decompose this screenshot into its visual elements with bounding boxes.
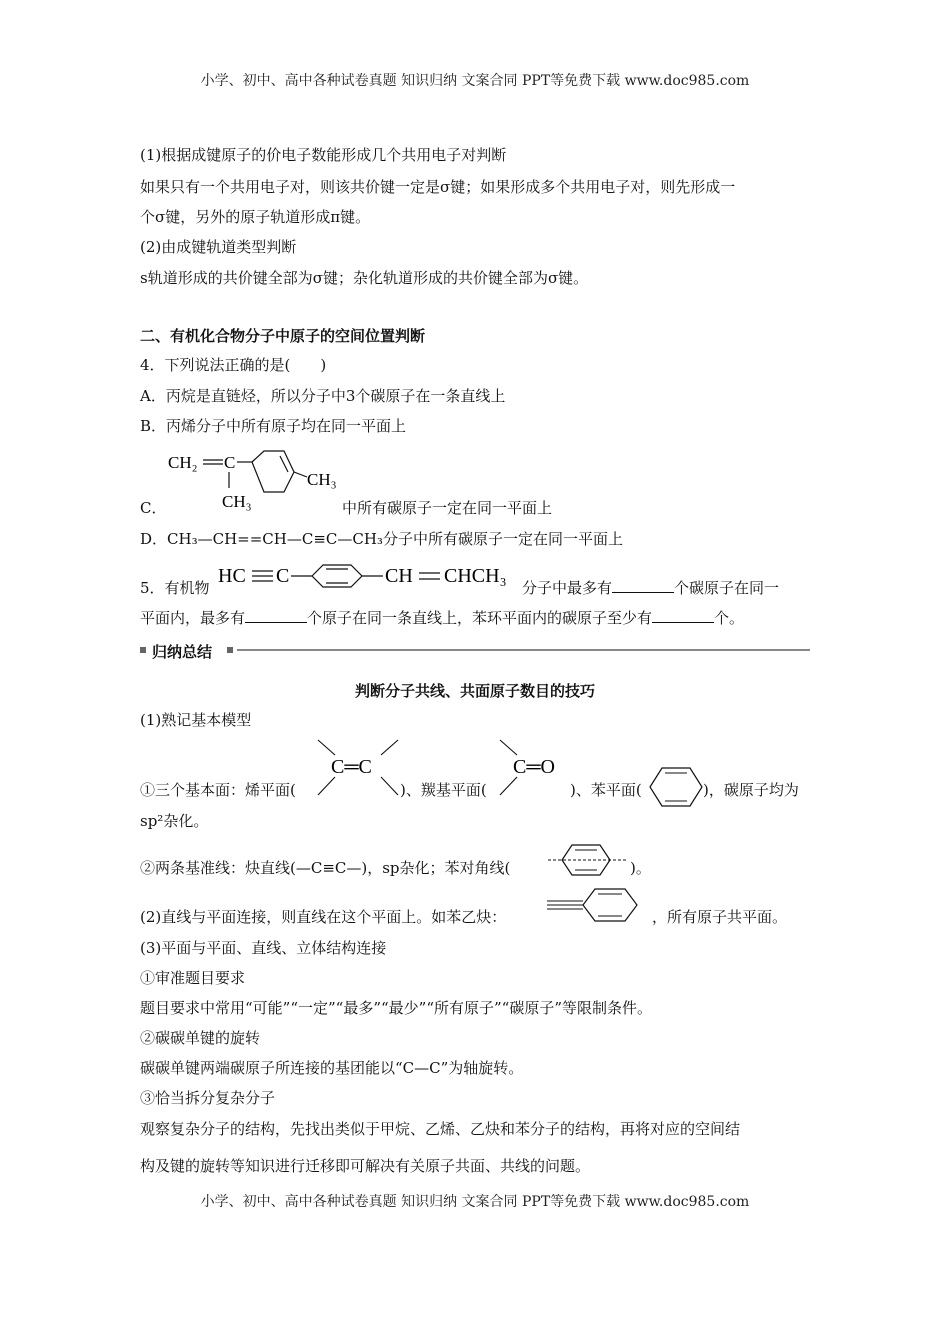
alkene-plane-structure — [313, 735, 403, 800]
answer-blank-2[interactable] — [245, 608, 307, 623]
s3-c-text2: 构及键的旋转等知识进行迁移即可解决有关原子共面、共线的问题。 — [140, 1157, 591, 1175]
q5-prefix: 5．有机物 — [140, 579, 210, 597]
summary-title: 判断分子共线、共面原子数目的技巧 — [354, 682, 595, 700]
s1-b-2: )。 — [630, 859, 651, 877]
svg-text:C═O: C═O — [513, 756, 555, 778]
q5-mid: 分子中最多有 个碳原子在同一 — [522, 579, 780, 597]
option-c-suffix: 中所有碳原子一定在同一平面上 — [342, 499, 553, 517]
s1-a-2: )、羰基平面( — [400, 781, 487, 799]
p2-title: (2)由成键轨道类型判断 — [140, 238, 297, 256]
s1-title: (1)熟记基本模型 — [140, 711, 252, 729]
q5-structure — [216, 560, 521, 596]
benzene-plane-structure — [648, 765, 704, 809]
carbonyl-plane-structure — [495, 735, 575, 800]
option-d: D．CH₃—CH==CH—C≡C—CH₃分子中所有碳原子一定在同一平面上 — [140, 530, 623, 548]
summary-rule — [237, 649, 810, 651]
bullet-square-icon — [227, 647, 233, 653]
s3-b: ②碳碳单键的旋转 — [140, 1029, 261, 1047]
summary-label: 归纳总结 — [152, 643, 213, 661]
svg-text:CH: CH — [385, 565, 413, 587]
option-a: A．丙烷是直链烃，所以分子中3个碳原子在一条直线上 — [140, 387, 506, 405]
phenylacetylene-structure — [545, 886, 645, 926]
s3-c: ③恰当拆分复杂分子 — [140, 1089, 276, 1107]
p1-line1: 如果只有一个共用电子对，则该共价键一定是σ键；如果形成多个共用电子对，则先形成一 — [140, 178, 736, 196]
svg-text:CH₃: CH₃ — [222, 492, 252, 511]
svg-text:C: C — [276, 565, 290, 587]
p1-title: (1)根据成键原子的价电子数能形成几个共用电子对判断 — [140, 146, 507, 164]
s1-a-3: )、苯平面( — [570, 781, 642, 799]
option-c-prefix: C． — [140, 499, 167, 517]
answer-blank-3[interactable] — [652, 608, 714, 623]
s1-b-1: ②两条基准线：炔直线(—C≡C—)，sp杂化；苯对角线( — [140, 859, 511, 877]
s2-2: ，所有原子共平面。 — [652, 908, 788, 926]
question-4: 4．下列说法正确的是( ) — [140, 356, 327, 374]
s3-a-text: 题目要求中常用“可能”“一定”“最多”“最少”“所有原子”“碳原子”等限制条件。 — [140, 999, 653, 1017]
answer-blank-1[interactable] — [612, 578, 674, 593]
s3-c-text1: 观察复杂分子的结构，先找出类似于甲烷、乙烯、乙炔和苯分子的结构，再将对应的空间结 — [140, 1120, 741, 1138]
option-c-structure — [160, 445, 350, 515]
benzene-ring — [312, 565, 362, 587]
svg-text:CHCH₃: CHCH₃ — [444, 565, 507, 587]
s3-a: ①审准题目要求 — [140, 969, 246, 987]
svg-text:HC: HC — [218, 565, 246, 587]
s3-title: (3)平面与平面、直线、立体结构连接 — [140, 939, 387, 957]
svg-text:CH₃: CH₃ — [307, 470, 337, 489]
p1-line2: 个σ键，另外的原子轨道形成π键。 — [140, 208, 371, 226]
section-title: 二、有机化合物分子中原子的空间位置判断 — [140, 327, 426, 345]
svg-text:C: C — [224, 453, 236, 472]
page-footer: 小学、初中、高中各种试卷真题 知识归纳 文案合同 PPT等免费下载 www.doc985.com — [200, 1194, 750, 1210]
svg-text:C═C: C═C — [331, 756, 372, 778]
s2-1: (2)直线与平面连接，则直线在这个平面上。如苯乙炔： — [140, 908, 507, 926]
p2-line1: s轨道形成的共价键全部为σ键；杂化轨道形成的共价键全部为σ键。 — [140, 269, 589, 287]
q5-line2: 平面内，最多有 个原子在同一条直线上，苯环平面内的碳原子至少有 个。 — [140, 609, 745, 627]
s1-a-4: )，碳原子均为 — [703, 781, 799, 799]
s1-a-5: sp²杂化。 — [140, 812, 209, 830]
s3-b-text: 碳碳单键两端碳原子所连接的基团能以“C—C”为轴旋转。 — [140, 1059, 524, 1077]
benzene-diagonal-structure — [548, 842, 630, 878]
svg-text:CH₂: CH₂ — [168, 453, 198, 472]
s1-a-1: ①三个基本面：烯平面( — [140, 781, 296, 799]
summary-bar — [140, 641, 810, 661]
option-b: B．丙烯分子中所有原子均在同一平面上 — [140, 417, 407, 435]
bullet-square-icon — [140, 647, 146, 653]
page-header: 小学、初中、高中各种试卷真题 知识归纳 文案合同 PPT等免费下载 www.doc985.com — [200, 73, 750, 89]
